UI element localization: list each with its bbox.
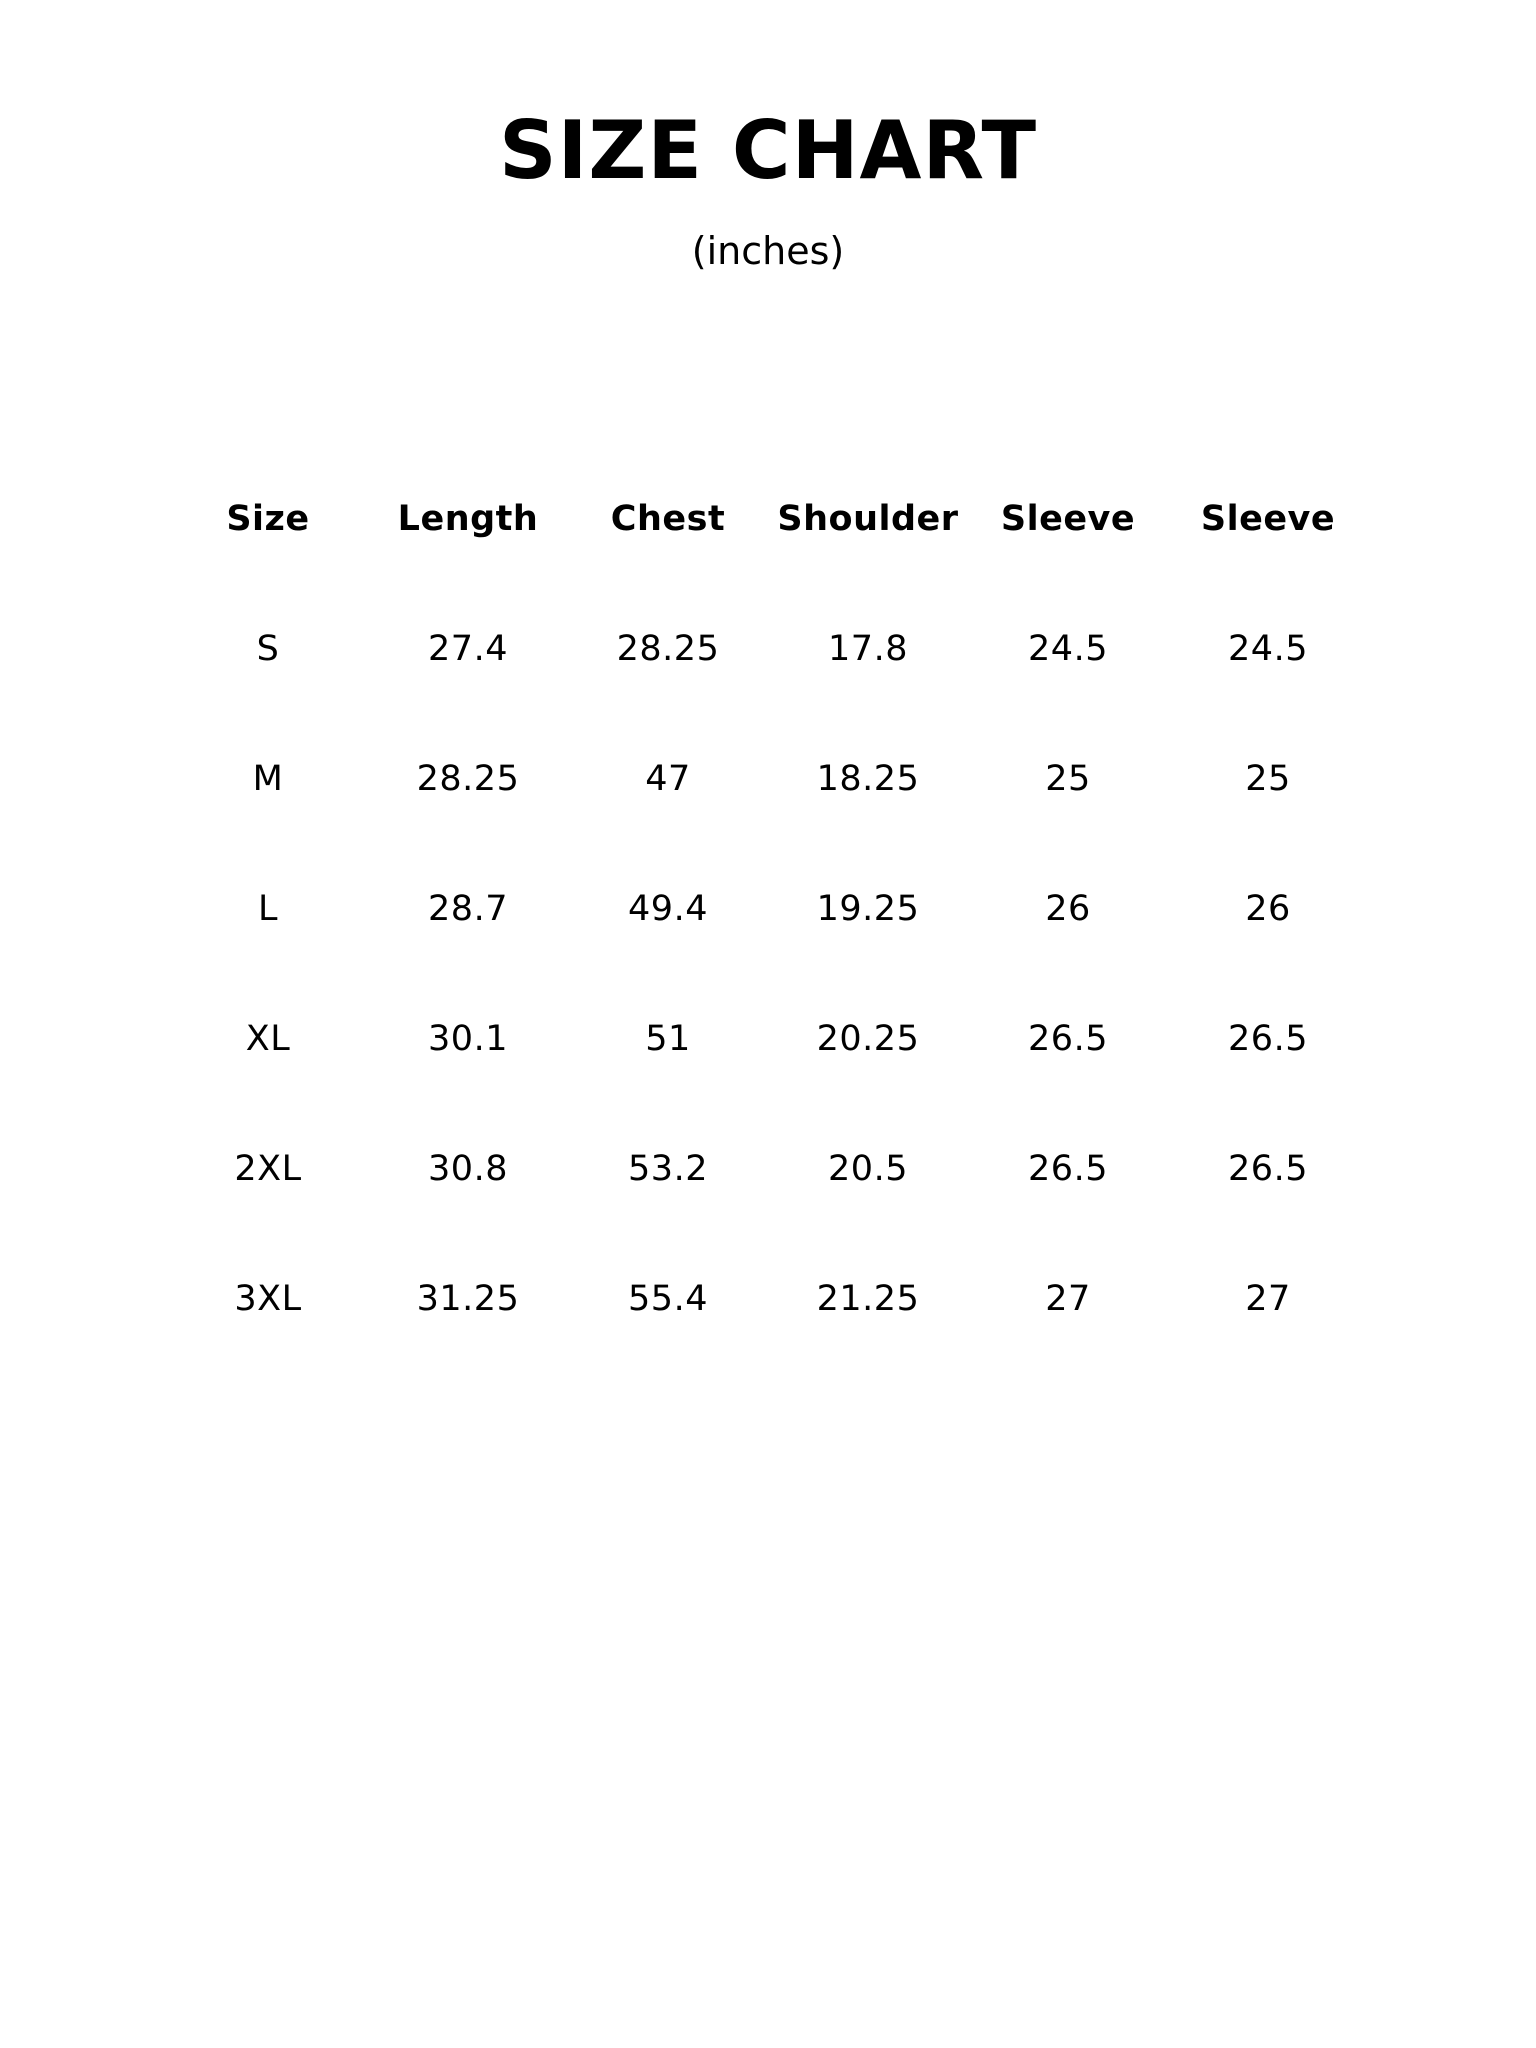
table-cell: 27.4 — [428, 629, 508, 669]
table-cell: 21.25 — [816, 1279, 920, 1319]
table-cell: 26.5 — [1028, 1149, 1108, 1189]
header-cell: Length — [397, 499, 539, 539]
table-cell: 27 — [1245, 1279, 1291, 1319]
table-cell: 20.5 — [828, 1149, 908, 1189]
table-header-row — [168, 454, 1368, 584]
size-table — [168, 454, 1368, 1364]
table-cell: 25 — [1045, 759, 1091, 799]
table-cell: 26.5 — [1228, 1149, 1308, 1189]
table-cell: 26 — [1245, 889, 1291, 929]
table-cell: 17.8 — [828, 629, 908, 669]
table-cell: 31.25 — [416, 1279, 520, 1319]
table-cell: XL — [245, 1019, 291, 1059]
table-cell: L — [258, 889, 278, 929]
table-cell: 53.2 — [628, 1149, 708, 1189]
table-cell: M — [252, 759, 284, 799]
header-cell: Chest — [610, 499, 726, 539]
table-cell: 27 — [1045, 1279, 1091, 1319]
table-cell: 18.25 — [816, 759, 920, 799]
table-cell: 20.25 — [816, 1019, 920, 1059]
table-cell: 30.8 — [428, 1149, 508, 1189]
table-cell: 24.5 — [1028, 629, 1108, 669]
table-row — [168, 974, 1368, 1104]
header-cell: Sleeve — [1000, 499, 1136, 539]
table-cell: 28.25 — [416, 759, 520, 799]
table-row — [168, 844, 1368, 974]
table-cell: 26 — [1045, 889, 1091, 929]
table-cell: 28.7 — [428, 889, 508, 929]
table-cell: 19.25 — [816, 889, 920, 929]
table-cell: 47 — [645, 759, 691, 799]
table-cell: 25 — [1245, 759, 1291, 799]
table-cell: 26.5 — [1028, 1019, 1108, 1059]
page-subtitle: (inches) — [691, 229, 845, 273]
table-cell: 24.5 — [1228, 629, 1308, 669]
table-cell: 2XL — [234, 1149, 302, 1189]
table-cell: 51 — [645, 1019, 691, 1059]
header-cell: Sleeve — [1200, 499, 1336, 539]
table-row — [168, 584, 1368, 714]
table-body — [168, 584, 1368, 1364]
table-cell: 30.1 — [428, 1019, 508, 1059]
header-cell: Shoulder — [777, 499, 959, 539]
table-cell: 55.4 — [628, 1279, 708, 1319]
header-cell: Size — [226, 499, 310, 539]
table-cell: 3XL — [234, 1279, 302, 1319]
table-row — [168, 714, 1368, 844]
table-cell: 26.5 — [1228, 1019, 1308, 1059]
table-row — [168, 1234, 1368, 1364]
table-cell: 28.25 — [616, 629, 720, 669]
table-cell: 49.4 — [628, 889, 708, 929]
table-row — [168, 1104, 1368, 1234]
table-cell: S — [256, 629, 280, 669]
page-title: SIZE CHART — [498, 104, 1038, 197]
